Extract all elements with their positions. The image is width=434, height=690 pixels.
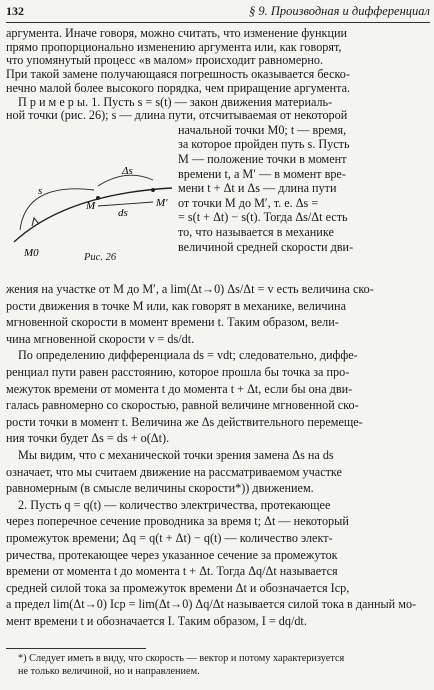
text-line: чина мгновенной скорости v = ds/dt. xyxy=(6,332,195,346)
footnote-rule xyxy=(6,648,146,649)
text-line: через поперечное сечение проводника за время t; Δt — некоторый xyxy=(6,515,349,529)
text-line: межуток времени от момента t до момента t + Δt, если бы она дви- xyxy=(6,382,353,396)
text-line: средней силой тока за промежуток времени Δt и обозначается Iср, xyxy=(6,581,350,595)
text-line: равномерным (в смысле величины скорости*)) движением. xyxy=(6,482,314,496)
label-M-prime: M′ xyxy=(156,197,168,209)
text-line: не только величиной, но и направлением. xyxy=(18,666,200,677)
text-line: ренциал пути равен расстоянию, которое прошла бы точка за про- xyxy=(6,366,350,379)
trajectory-diagram xyxy=(6,160,176,260)
text-line: жения на участке от M до M′, а lim(Δt→0) Δs/Δt = v есть величина ско- xyxy=(6,283,374,296)
figure-caption: Рис. 26 xyxy=(84,252,117,263)
text-line: ной точки (рис. 26); s — длина пути, отсчитываемая от некоторой xyxy=(6,109,348,123)
text-line: ричества, протекающее через указанное сечение за промежуток xyxy=(6,548,338,562)
text-line: а предел lim(Δt→0) Iср = lim(Δt→0) Δq/Δt называется силой тока в данный мо- xyxy=(6,598,417,612)
text-line: рости точки в момент t. Величина же Δs действительного перемеще- xyxy=(6,415,363,429)
text-line: что упомянутый процесс «в малом» происходит равномерно. xyxy=(6,54,324,68)
text-line: прямо пропорционально изменению аргумента или, как говорят, xyxy=(6,40,342,54)
text-line: мени t + Δt и Δs — длина пути xyxy=(178,182,337,196)
text-line: величиной средней скорости дви- xyxy=(178,240,354,254)
text-line: времени t, а M′ — в момент вре- xyxy=(178,167,346,181)
page-header xyxy=(6,4,430,20)
text-line: от точки M до M′, т. е. Δs = xyxy=(178,196,319,210)
text-line: мент времени t и обозначается I. Таким образом, I = dq/dt. xyxy=(6,615,307,628)
label-s: s xyxy=(38,185,43,197)
text-line: начальной точки M0; t — время, xyxy=(178,123,347,137)
text-line: П р и м е р ы. 1. Пусть s = s(t) — закон движения материаль- xyxy=(18,95,333,109)
text-line: M — положение точки в момент xyxy=(178,153,347,166)
text-line: При такой замене получающаяся погрешность оказывается беско- xyxy=(6,68,350,82)
text-line: 2. Пусть q = q(t) — количество электричества, протекающее xyxy=(18,498,331,512)
text-line: Мы видим, что с механической точки зрения замена Δs на ds xyxy=(18,449,334,462)
point-M-prime xyxy=(151,188,155,192)
text-line: По определению дифференциала ds = vdt; следовательно, диффе- xyxy=(18,349,358,363)
s-brace xyxy=(20,189,94,230)
ds-segment xyxy=(98,202,153,206)
text-line: рости движения в точке M или, как говорят в механике, величина xyxy=(6,299,346,313)
text-line: времени от момента t до момента t + Δt. Тогда Δq/Δt называется xyxy=(6,565,338,579)
header-rule xyxy=(6,22,430,23)
text-line: мгновенной скорости в момент времени t. Таким образом, вели- xyxy=(6,316,339,330)
label-M: M xyxy=(86,200,96,212)
text-line: то, что называется в механике xyxy=(178,226,334,239)
text-line: ния точки будет Δs = ds + o(Δt). xyxy=(6,432,170,446)
text-line: означает, что мы считаем движение на рассматриваемом участке xyxy=(6,465,342,479)
text-line: за которое пройден путь s. Пусть xyxy=(178,138,350,152)
text-line: аргумента. Иначе говоря, можно считать, что изменение функции xyxy=(6,27,348,40)
text-line: *) Следует иметь в виду, что скорость — вектор и потому характеризуется xyxy=(18,653,345,664)
page-number: 132 xyxy=(6,4,24,18)
text-line: промежуток времени; Δq = q(t + Δt) − q(t) — количество элект- xyxy=(6,532,333,545)
text-line: галась равномерно со скоростью, равной величине мгновенной ско- xyxy=(6,399,359,413)
label-delta-s: Δs xyxy=(122,165,133,177)
label-M0: M0 xyxy=(24,247,39,259)
text-line: = s(t + Δt) − s(t). Тогда Δs/Δt есть xyxy=(178,211,348,225)
label-ds: ds xyxy=(118,207,128,219)
point-M xyxy=(96,196,100,200)
text-line: нечно малой более высокого порядка, чем приращение аргумента. xyxy=(6,81,351,95)
running-title: § 9. Производная и дифференциал xyxy=(248,4,430,18)
